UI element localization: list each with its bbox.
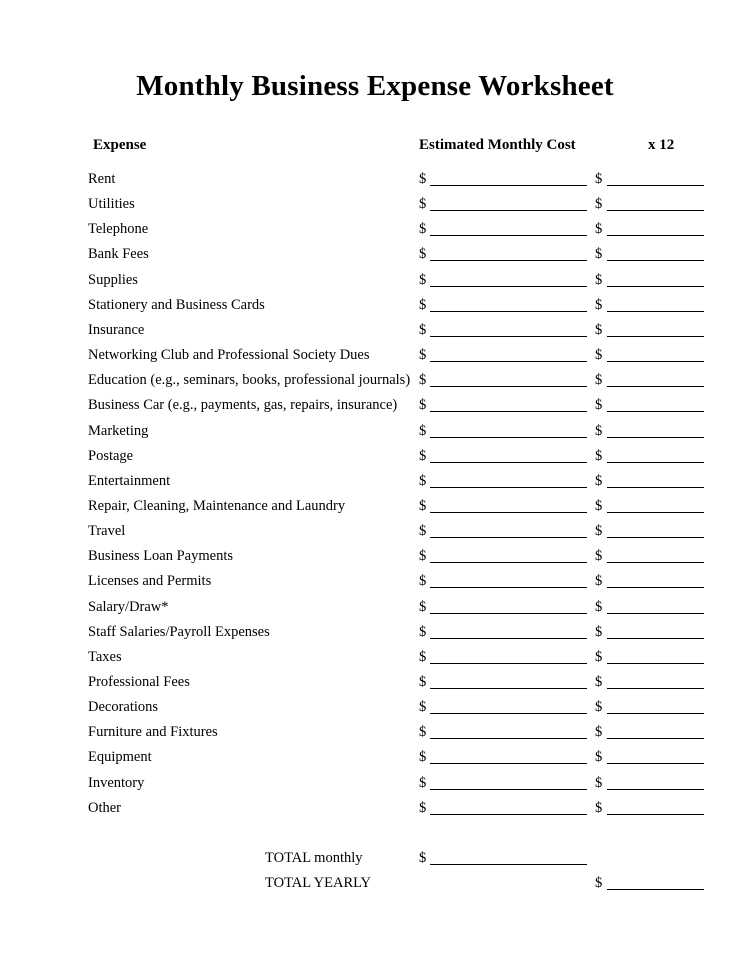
yearly-cost-field[interactable]: [607, 814, 704, 815]
yearly-cost-field[interactable]: [607, 210, 704, 211]
dollar-sign: $: [595, 497, 603, 514]
expense-row: [0, 272, 750, 292]
dollar-sign: $: [595, 321, 603, 338]
total-yearly-label: TOTAL YEARLY: [265, 875, 371, 891]
dollar-sign: $: [419, 221, 427, 238]
expense-row: [0, 473, 750, 493]
yearly-cost-field[interactable]: [607, 738, 704, 739]
yearly-cost-field[interactable]: [607, 235, 704, 236]
dollar-sign: $: [595, 221, 603, 238]
monthly-cost-field[interactable]: [430, 688, 587, 689]
dollar-sign: $: [595, 422, 603, 439]
dollar-sign: $: [595, 271, 603, 288]
monthly-cost-field[interactable]: [430, 763, 587, 764]
total-monthly-label: TOTAL monthly: [265, 850, 363, 866]
yearly-cost-field[interactable]: [607, 411, 704, 412]
monthly-cost-field[interactable]: [430, 512, 587, 513]
expense-label: Decorations: [88, 699, 159, 716]
monthly-cost-field[interactable]: [430, 210, 587, 211]
dollar-sign: $: [595, 447, 603, 464]
dollar-sign: $: [595, 749, 603, 766]
dollar-sign: $: [595, 623, 603, 640]
expense-row: [0, 246, 750, 266]
dollar-sign: $: [419, 321, 427, 338]
dollar-sign: $: [595, 799, 603, 816]
monthly-cost-field[interactable]: [430, 336, 587, 337]
yearly-cost-field[interactable]: [607, 763, 704, 764]
yearly-cost-field[interactable]: [607, 311, 704, 312]
dollar-sign: $: [419, 523, 427, 540]
total-yearly-row: [0, 875, 750, 895]
monthly-cost-field[interactable]: [430, 462, 587, 463]
expense-label: Inventory: [88, 774, 145, 791]
dollar-sign: $: [419, 699, 427, 716]
dollar-sign: $: [419, 598, 427, 615]
monthly-cost-field[interactable]: [430, 361, 587, 362]
dollar-sign: $: [419, 472, 427, 489]
expense-label: Taxes: [88, 648, 122, 665]
dollar-sign: $: [419, 397, 427, 414]
dollar-sign: $: [595, 196, 603, 213]
expense-label: Equipment: [88, 749, 152, 766]
dollar-sign: $: [595, 523, 603, 540]
dollar-sign: $: [595, 674, 603, 690]
expense-row: [0, 221, 750, 241]
monthly-cost-field[interactable]: [430, 260, 587, 261]
expense-row: [0, 322, 750, 342]
expense-label: Professional Fees: [88, 674, 190, 690]
header-estimated-monthly-cost: Estimated Monthly Cost: [419, 137, 576, 153]
monthly-cost-field[interactable]: [430, 789, 587, 790]
expense-row: [0, 397, 750, 417]
dollar-sign: $: [419, 171, 427, 187]
dollar-sign: $: [419, 347, 427, 363]
dollar-sign: $: [595, 397, 603, 414]
yearly-cost-field[interactable]: [607, 437, 704, 438]
yearly-cost-field[interactable]: [607, 663, 704, 664]
expense-label: Insurance: [88, 321, 145, 338]
yearly-cost-field[interactable]: [607, 487, 704, 488]
dollar-sign: $: [595, 372, 603, 389]
expense-row: [0, 297, 750, 317]
expense-label: Staff Salaries/Payroll Expenses: [88, 623, 270, 640]
dollar-sign: $: [419, 648, 427, 665]
expense-row: [0, 674, 750, 694]
dollar-sign: $: [419, 799, 427, 816]
expense-row: [0, 599, 750, 619]
yearly-cost-field[interactable]: [607, 638, 704, 639]
monthly-cost-field[interactable]: [430, 487, 587, 488]
dollar-sign: $: [595, 548, 603, 565]
dollar-sign: $: [595, 296, 603, 313]
expense-label: Business Loan Payments: [88, 548, 233, 565]
yearly-cost-field[interactable]: [607, 713, 704, 714]
dollar-sign: $: [419, 674, 427, 690]
expense-row: [0, 347, 750, 367]
expense-row: [0, 523, 750, 543]
yearly-cost-field[interactable]: [607, 286, 704, 287]
monthly-cost-field[interactable]: [430, 235, 587, 236]
dollar-sign: $: [419, 296, 427, 313]
monthly-cost-field[interactable]: [430, 638, 587, 639]
monthly-cost-field[interactable]: [430, 185, 587, 186]
expense-row: [0, 498, 750, 518]
monthly-cost-field[interactable]: [430, 386, 587, 387]
dollar-sign: $: [419, 724, 427, 741]
yearly-cost-field[interactable]: [607, 260, 704, 261]
expense-row: [0, 171, 750, 191]
expense-row: [0, 800, 750, 820]
expense-row: [0, 573, 750, 593]
expense-label: Stationery and Business Cards: [88, 296, 265, 313]
yearly-cost-field[interactable]: [607, 537, 704, 538]
expense-row: [0, 448, 750, 468]
total-monthly-row: [0, 850, 750, 870]
expense-label: Licenses and Permits: [88, 573, 212, 590]
expense-label: Rent: [88, 171, 116, 187]
expense-label: Furniture and Fixtures: [88, 724, 218, 741]
dollar-sign: $: [419, 573, 427, 590]
monthly-cost-field[interactable]: [430, 437, 587, 438]
dollar-sign: $: [419, 246, 427, 263]
monthly-cost-field[interactable]: [430, 663, 587, 664]
dollar-sign: $: [595, 774, 603, 791]
expense-label: Supplies: [88, 271, 138, 288]
dollar-sign: $: [595, 875, 603, 891]
monthly-cost-field[interactable]: [430, 738, 587, 739]
dollar-sign: $: [595, 598, 603, 615]
dollar-sign: $: [419, 774, 427, 791]
header-expense: Expense: [93, 137, 147, 153]
dollar-sign: $: [595, 724, 603, 741]
expense-label: Travel: [88, 523, 126, 540]
dollar-sign: $: [419, 447, 427, 464]
expense-label: Other: [88, 799, 122, 816]
yearly-cost-field[interactable]: [607, 336, 704, 337]
monthly-cost-field[interactable]: [430, 537, 587, 538]
monthly-cost-field[interactable]: [430, 311, 587, 312]
dollar-sign: $: [419, 850, 427, 866]
expense-label: Telephone: [88, 221, 149, 238]
expense-label: Salary/Draw*: [88, 598, 169, 615]
dollar-sign: $: [595, 347, 603, 363]
expense-row: [0, 775, 750, 795]
dollar-sign: $: [419, 548, 427, 565]
dollar-sign: $: [419, 196, 427, 213]
expense-label: Business Car (e.g., payments, gas, repairs, insurance): [88, 397, 398, 414]
expense-row: [0, 649, 750, 669]
expense-label: Utilities: [88, 196, 135, 213]
expense-label: Education (e.g., seminars, books, professional journals): [88, 372, 411, 389]
expense-label: Entertainment: [88, 472, 171, 489]
monthly-cost-field[interactable]: [430, 713, 587, 714]
yearly-cost-field[interactable]: [607, 789, 704, 790]
dollar-sign: $: [419, 372, 427, 389]
expense-row: [0, 624, 750, 644]
dollar-sign: $: [419, 271, 427, 288]
total-monthly-field[interactable]: [430, 864, 587, 865]
dollar-sign: $: [595, 573, 603, 590]
yearly-cost-field[interactable]: [607, 512, 704, 513]
page-title: Monthly Business Expense Worksheet: [136, 70, 614, 102]
expense-label: Marketing: [88, 422, 149, 439]
dollar-sign: $: [419, 497, 427, 514]
expense-row: [0, 372, 750, 392]
expense-row: [0, 548, 750, 568]
monthly-cost-field[interactable]: [430, 562, 587, 563]
yearly-cost-field[interactable]: [607, 613, 704, 614]
monthly-cost-field[interactable]: [430, 286, 587, 287]
yearly-cost-field[interactable]: [607, 688, 704, 689]
dollar-sign: $: [419, 623, 427, 640]
expense-row: [0, 724, 750, 744]
yearly-cost-field[interactable]: [607, 386, 704, 387]
expense-label: Networking Club and Professional Society Dues: [88, 347, 370, 363]
yearly-cost-field[interactable]: [607, 361, 704, 362]
monthly-cost-field[interactable]: [430, 587, 587, 588]
yearly-cost-field[interactable]: [607, 562, 704, 563]
expense-row: [0, 699, 750, 719]
header-x12: x 12: [648, 137, 675, 153]
dollar-sign: $: [595, 472, 603, 489]
yearly-cost-field[interactable]: [607, 587, 704, 588]
yearly-cost-field[interactable]: [607, 185, 704, 186]
dollar-sign: $: [419, 422, 427, 439]
expense-label: Postage: [88, 447, 134, 464]
dollar-sign: $: [595, 699, 603, 716]
monthly-cost-field[interactable]: [430, 411, 587, 412]
expense-row: [0, 423, 750, 443]
expense-row: [0, 749, 750, 769]
dollar-sign: $: [595, 171, 603, 187]
expense-label: Bank Fees: [88, 246, 149, 263]
expense-label: Repair, Cleaning, Maintenance and Laundry: [88, 497, 346, 514]
expense-row: [0, 196, 750, 216]
monthly-cost-field[interactable]: [430, 613, 587, 614]
yearly-cost-field[interactable]: [607, 462, 704, 463]
dollar-sign: $: [419, 749, 427, 766]
dollar-sign: $: [595, 246, 603, 263]
total-yearly-field[interactable]: [607, 889, 704, 890]
dollar-sign: $: [595, 648, 603, 665]
monthly-cost-field[interactable]: [430, 814, 587, 815]
